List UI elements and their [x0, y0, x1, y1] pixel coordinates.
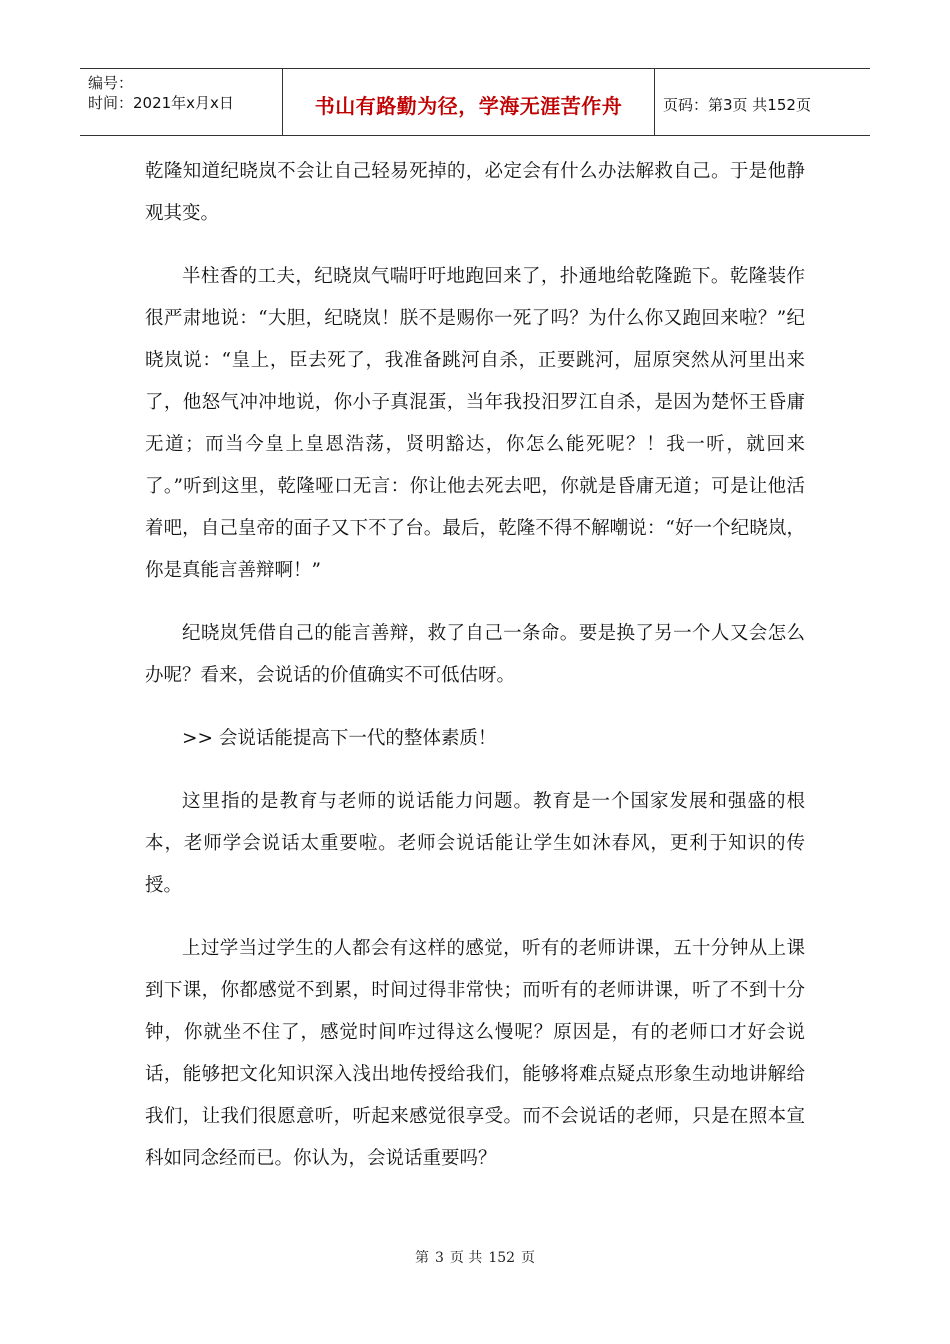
header-meta-cell — [80, 69, 283, 135]
page-header — [80, 68, 870, 136]
header-motto-cell — [283, 69, 655, 135]
footer-page-number: 3 — [434, 1250, 444, 1266]
motto-text: 书山有路勤为径，学海无涯苦作舟 — [314, 93, 623, 118]
footer-page-total: 152 — [488, 1250, 516, 1266]
paragraph: 乾隆知道纪晓岚不会让自己轻易死掉的，必定会有什么办法解救自己。于是他静观其变。 — [145, 161, 805, 224]
paragraph: 纪晓岚凭借自己的能言善辩，救了自己一条命。要是换了另一个人又会怎么办呢？看来，会说话的价值确实不可低估呀。 — [145, 623, 805, 686]
serial-label: 编号： — [88, 74, 134, 92]
document-body — [145, 151, 805, 1201]
page-footer — [0, 1247, 950, 1267]
date-label: 时间：2021年x月x日 — [88, 94, 234, 112]
paragraph: 半柱香的工夫，纪晓岚气喘吁吁地跑回来了，扑通地给乾隆跪下。乾隆装作很严肃地说：“大胆，纪晓岚！朕不是赐你一死了吗？为什么你又跑回来啦？”纪晓岚说：“皇上，臣去死了，我准备跳河自杀，正要跳河，屈原突然从河里出来了，他怒气冲冲地说，你小子真混蛋，当年我投汨罗江自杀，是因为楚怀王昏庸无道；而当今皇上皇恩浩荡，贤明豁达，你怎么能死呢？！我一听，就回来了。”听到这里，乾隆哑口无言：你让他去死去吧，你就是昏庸无道；可是让他活着吧，自己皇帝的面子又下不了台。最后，乾隆不得不解嘲说：“好一个纪晓岚，你是真能言善辩啊！” — [145, 266, 805, 581]
footer-suffix: 页 — [521, 1250, 536, 1266]
footer-mid: 页 共 — [449, 1250, 483, 1266]
page-info: 页码：第3页 共152页 — [663, 95, 811, 114]
footer-prefix: 第 — [414, 1250, 429, 1266]
paragraph: 这里指的是教育与老师的说话能力问题。教育是一个国家发展和强盛的根本，老师学会说话太重要啦。老师会说话能让学生如沐春风，更利于知识的传授。 — [145, 791, 805, 896]
section-heading: >> 会说话能提高下一代的整体素质！ — [182, 728, 497, 749]
header-page-cell — [655, 69, 870, 135]
paragraph: 上过学当过学生的人都会有这样的感觉，听有的老师讲课，五十分钟从上课到下课，你都感觉不到累，时间过得非常快；而听有的老师讲课，听了不到十分钟，你就坐不住了，感觉时间咋过得这么慢呢？原因是，有的老师口才好会说话，能够把文化知识深入浅出地传授给我们，能够将难点疑点形象生动地讲解给我们，让我们很愿意听，听起来感觉很享受。而不会说话的老师，只是在照本宣科如同念经而已。你认为，会说话重要吗？ — [145, 938, 805, 1169]
